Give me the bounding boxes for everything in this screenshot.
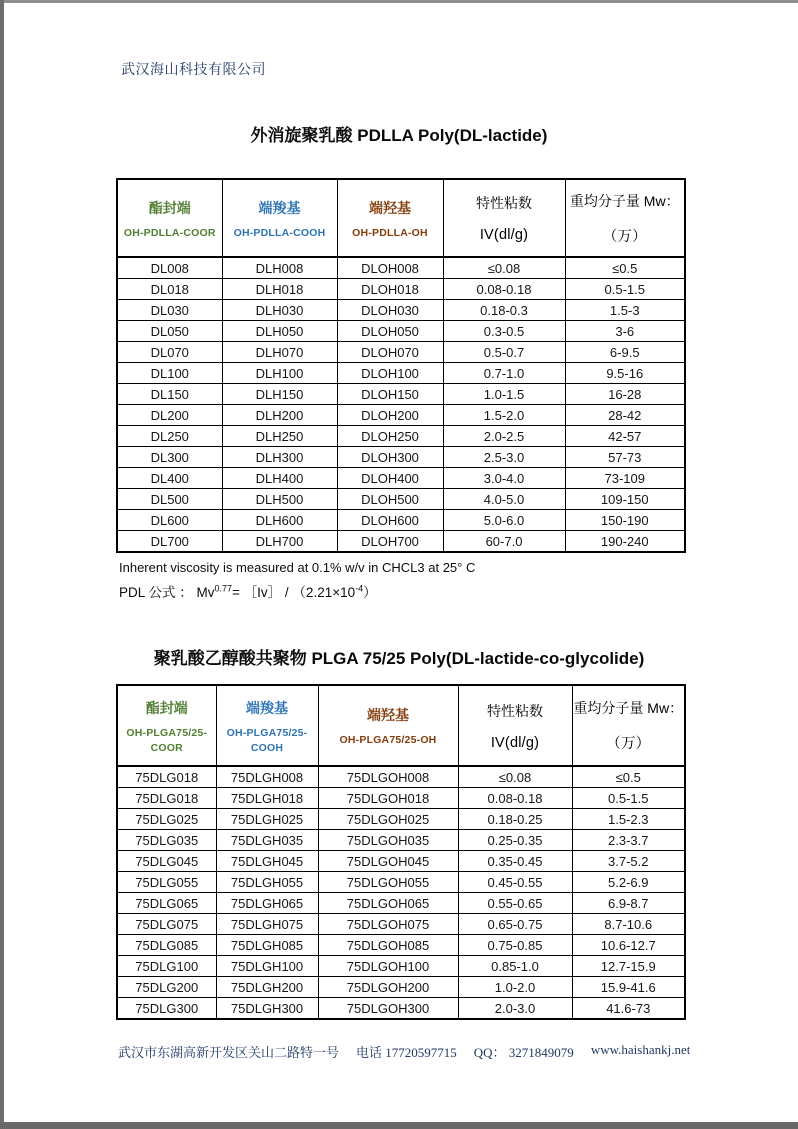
column-header-sublabel: OH-PLGA75/25- [226,726,308,739]
table-cell: 8.7-10.6 [572,914,685,935]
table-row [117,851,685,872]
column-header [318,685,458,766]
table-cell: 75DLGH055 [216,872,318,893]
column-header-sublabel: OH-PLGA75/25-OH [339,734,437,746]
table-cell: 0.25-0.35 [458,830,572,851]
table-row [117,363,685,384]
table-cell: 3.0-4.0 [443,468,565,489]
table-cell: 75DLGOH065 [318,893,458,914]
page-edge-top [0,0,798,3]
footer [118,1042,690,1061]
header-row [117,685,685,766]
table-cell: DLH150 [222,384,337,405]
footer-address: 武汉市东湖高新开发区关山二路特一号 [118,1045,340,1060]
pdl-formula [119,581,377,601]
formula-exponent-2: -4 [355,583,364,594]
table-row [117,893,685,914]
column-header [117,685,216,766]
table-cell: 0.35-0.45 [458,851,572,872]
company-name: 武汉海山科技有限公司 [121,63,266,78]
column-header-sublabel-line2: COOH [250,741,284,754]
table-cell: DL070 [117,342,222,363]
table-cell: 0.55-0.65 [458,893,572,914]
table-cell: 75DLGH018 [216,788,318,809]
column-header-label: 重均分子量 Mw： [573,700,684,716]
table-cell: 0.08-0.18 [458,788,572,809]
plga-section-title: 聚乳酸乙醇酸共聚物 PLGA 75/25 Poly(DL-lactide-co-glycolide) [153,649,645,668]
column-header-sublabel: OH-PLGA75/25- [126,726,208,739]
column-header-label: 特性粘数 [487,702,543,719]
table-cell: 0.65-0.75 [458,914,572,935]
table-cell: 57-73 [565,447,685,468]
table-cell: DLH008 [222,257,337,279]
table-cell: DL150 [117,384,222,405]
column-header [565,179,685,257]
table-row [117,914,685,935]
table-cell: 75DLG065 [117,893,216,914]
table-cell: 75DLG085 [117,935,216,956]
table-cell: ≤0.08 [458,766,572,788]
page-edge-bottom [0,1122,798,1129]
table-cell: DL500 [117,489,222,510]
table-cell: DLH100 [222,363,337,384]
formula-prefix: PDL 公式 ： Mv [119,585,215,600]
table-cell: DLOH700 [337,531,443,553]
table-cell: 3-6 [565,321,685,342]
column-header-label: 端羧基 [246,699,288,716]
column-header [337,179,443,257]
table-cell: DLH700 [222,531,337,553]
table-cell: 75DLG300 [117,998,216,1020]
table-cell: 5.0-6.0 [443,510,565,531]
table-cell: 150-190 [565,510,685,531]
table-cell: 75DLGH065 [216,893,318,914]
column-header-sublabel-line2: COOR [150,741,183,754]
table-cell: DLOH100 [337,363,443,384]
column-header [117,179,222,257]
table-cell: 75DLG075 [117,914,216,935]
table-row [117,447,685,468]
table-cell: 4.0-5.0 [443,489,565,510]
table-row [117,405,685,426]
table-cell: 0.18-0.3 [443,300,565,321]
table-cell: ≤0.5 [572,766,685,788]
table-cell: DLOH150 [337,384,443,405]
pdlla-spec-table [116,178,686,553]
table-cell: 75DLG035 [117,830,216,851]
table-cell: DLH070 [222,342,337,363]
table-cell: 75DLG018 [117,766,216,788]
table-cell: 0.85-1.0 [458,956,572,977]
table-cell: DLOH250 [337,426,443,447]
table-cell: 75DLGOH085 [318,935,458,956]
table-cell: 2.0-2.5 [443,426,565,447]
table-cell: 75DLG200 [117,977,216,998]
table-cell: 75DLGOH075 [318,914,458,935]
table-row [117,998,685,1020]
page-edge-left [0,0,4,1129]
table-cell: 109-150 [565,489,685,510]
table-cell: DL300 [117,447,222,468]
header-row [117,179,685,257]
column-header-sublabel: （万） [606,736,651,752]
table-cell: DLOH018 [337,279,443,300]
table-cell: DLH050 [222,321,337,342]
table-row [117,935,685,956]
table-cell: 75DLGH045 [216,851,318,872]
table-cell: 41.6-73 [572,998,685,1020]
table-cell: 75DLGOH035 [318,830,458,851]
table-cell: DLOH008 [337,257,443,279]
table-cell: 73-109 [565,468,685,489]
table-cell: 0.5-1.5 [565,279,685,300]
table-cell: 16-28 [565,384,685,405]
table-cell: 1.5-2.3 [572,809,685,830]
column-header-label: 特性粘数 [476,195,532,211]
table-cell: 75DLG025 [117,809,216,830]
formula-suffix: ） [363,585,377,600]
table-cell: 28-42 [565,405,685,426]
column-header-label: 端羟基 [369,199,411,216]
table-cell: 75DLG100 [117,956,216,977]
table-row [117,342,685,363]
table-cell: DL600 [117,510,222,531]
table-cell: 75DLGOH045 [318,851,458,872]
column-header [222,179,337,257]
table-cell: DL250 [117,426,222,447]
table-cell: DLOH200 [337,405,443,426]
table-cell: 9.5-16 [565,363,685,384]
table-cell: 42-57 [565,426,685,447]
table-cell: 75DLGOH200 [318,977,458,998]
table-cell: DLOH300 [337,447,443,468]
table-cell: 75DLGOH025 [318,809,458,830]
table-row [117,321,685,342]
column-header-sublabel: OH-PDLLA-OH [352,226,428,239]
table-cell: 0.5-0.7 [443,342,565,363]
table-cell: 75DLGH100 [216,956,318,977]
table-cell: DLH500 [222,489,337,510]
table-cell: 60-7.0 [443,531,565,553]
table-cell: DL400 [117,468,222,489]
column-header-label: 端羧基 [258,199,301,216]
table-cell: 75DLG055 [117,872,216,893]
column-header [443,179,565,257]
table-cell: DL100 [117,363,222,384]
table-cell: DL700 [117,531,222,553]
formula-exponent: 0.77 [214,583,233,594]
table-cell: 1.0-2.0 [458,977,572,998]
table-cell: DLOH030 [337,300,443,321]
table-cell: 75DLGOH055 [318,872,458,893]
table-cell: 75DLGH085 [216,935,318,956]
table-cell: 5.2-6.9 [572,872,685,893]
footer-phone: 电话 17720597715 [356,1045,457,1060]
table-cell: 0.75-0.85 [458,935,572,956]
table-cell: 75DLGOH100 [318,956,458,977]
table-row [117,872,685,893]
table-cell: DLH600 [222,510,337,531]
table-cell: 1.0-1.5 [443,384,565,405]
table-cell: 6.9-8.7 [572,893,685,914]
footer-website: www.haishankj.net [590,1042,691,1057]
table-row [117,766,685,788]
table-cell: 0.45-0.55 [458,872,572,893]
table-cell: 75DLGH075 [216,914,318,935]
table-row [117,809,685,830]
table-cell: DLH018 [222,279,337,300]
pdlla-section-title: 外消旋聚乳酸 PDLLA Poly(DL-lactide) [250,126,548,145]
table-cell: 75DLGOH018 [318,788,458,809]
table-cell: DL018 [117,279,222,300]
table-row [117,956,685,977]
table-cell: DLH300 [222,447,337,468]
table-cell: DL030 [117,300,222,321]
table-row [117,468,685,489]
viscosity-note: Inherent viscosity is measured at 0.1% w/v in CHCL3 at 25° C [119,560,476,575]
table-cell: 0.18-0.25 [458,809,572,830]
table-cell: DLOH400 [337,468,443,489]
table-cell: DLH400 [222,468,337,489]
table-row [117,830,685,851]
table-cell: 190-240 [565,531,685,553]
formula-mid: = ［Iv］ / （2.21×10 [232,585,356,600]
table-cell: 15.9-41.6 [572,977,685,998]
table-cell: 75DLG018 [117,788,216,809]
column-header-label: 重均分子量 Mw： [569,192,680,209]
table-cell: 0.08-0.18 [443,279,565,300]
table-cell: 75DLGH200 [216,977,318,998]
table-cell: 6-9.5 [565,342,685,363]
table-cell: 12.7-15.9 [572,956,685,977]
table-row [117,788,685,809]
table-cell: 2.5-3.0 [443,447,565,468]
table-row [117,300,685,321]
column-header-sublabel: OH-PDLLA-COOH [233,226,326,239]
table-cell: 10.6-12.7 [572,935,685,956]
table-row [117,279,685,300]
table-row [117,384,685,405]
table-cell: 75DLGOH300 [318,998,458,1020]
table-row [117,531,685,553]
table-cell: 75DLGH300 [216,998,318,1020]
table-cell: ≤0.08 [443,257,565,279]
table-cell: 75DLGH025 [216,809,318,830]
column-header-label: 端羟基 [367,707,409,723]
plga-spec-table [116,684,686,1020]
table-cell: DLH200 [222,405,337,426]
table-cell: 2.3-3.7 [572,830,685,851]
table-row [117,510,685,531]
table-cell: 75DLGH008 [216,766,318,788]
table-cell: DL200 [117,405,222,426]
footer-qq: QQ： 3271849079 [473,1045,574,1060]
table-cell: DLOH050 [337,321,443,342]
table-cell: DLOH070 [337,342,443,363]
table-cell: 1.5-2.0 [443,405,565,426]
table-cell: ≤0.5 [565,257,685,279]
table-cell: 1.5-3 [565,300,685,321]
column-header-sublabel: OH-PDLLA-COOR [123,226,216,239]
table-cell: 0.3-0.5 [443,321,565,342]
table-cell: DLOH500 [337,489,443,510]
table-cell: 0.5-1.5 [572,788,685,809]
column-header [458,685,572,766]
table-cell: DL050 [117,321,222,342]
table-row [117,426,685,447]
table-cell: 2.0-3.0 [458,998,572,1020]
table-cell: DL008 [117,257,222,279]
table-row [117,489,685,510]
table-cell: 0.7-1.0 [443,363,565,384]
column-header-sublabel: IV(dl/g) [479,227,529,243]
table-row [117,257,685,279]
column-header [216,685,318,766]
column-header-sublabel: IV(dl/g) [490,734,540,751]
column-header [572,685,685,766]
table-cell: DLOH600 [337,510,443,531]
table-cell: 75DLGOH008 [318,766,458,788]
table-cell: DLH250 [222,426,337,447]
table-cell: 75DLG045 [117,851,216,872]
column-header-label: 酯封端 [145,699,188,716]
table-row [117,977,685,998]
table-cell: 75DLGH035 [216,830,318,851]
column-header-sublabel: （万） [602,228,647,245]
table-cell: 3.7-5.2 [572,851,685,872]
column-header-label: 酯封端 [148,199,191,216]
table-cell: DLH030 [222,300,337,321]
